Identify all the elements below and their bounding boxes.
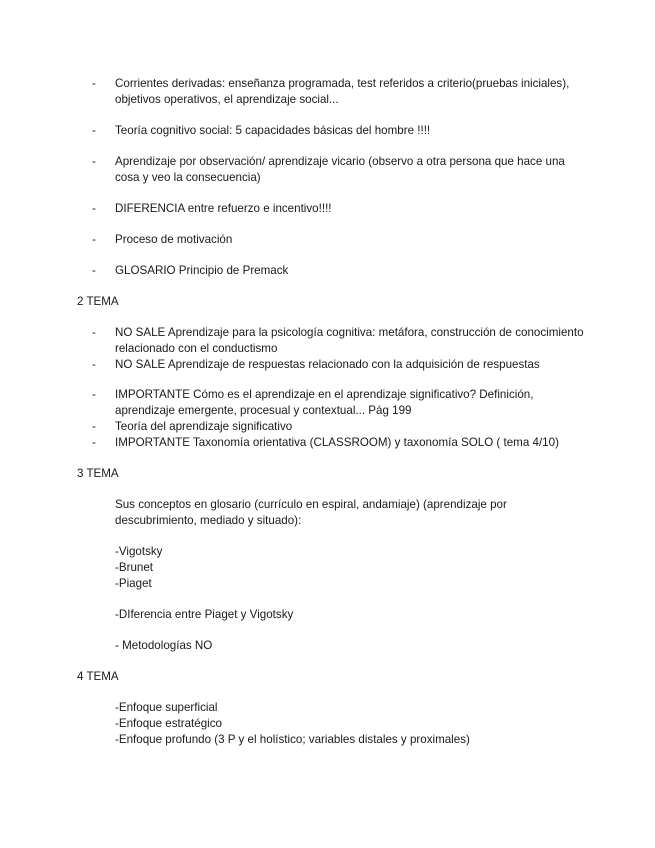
bullet-dash: - [92, 124, 96, 137]
enfoque-item: -Enfoque superficial [115, 701, 218, 714]
list-item-text: Aprendizaje por observación/ aprendizaje vicario (observo a otra persona que hace una cosa y veo la consecuencia) [115, 155, 565, 184]
list-item [92, 419, 592, 435]
list-item [92, 435, 592, 451]
bullet-dash: - [92, 358, 96, 371]
bullet-dash: - [92, 420, 96, 433]
enfoque-item: -Enfoque estratégico [115, 717, 222, 730]
section-heading-tema-3: 3 TEMA [77, 467, 119, 480]
list-item [92, 387, 592, 419]
list-item-text: IMPORTANTE Taxonomía orientativa (CLASSROOM) y taxonomía SOLO ( tema 4/10) [115, 436, 559, 449]
list-item [92, 201, 592, 217]
list-item [92, 263, 592, 279]
bullet-dash: - [92, 77, 96, 90]
bullet-dash: - [92, 388, 96, 401]
list-item [92, 76, 592, 108]
list-item [92, 154, 592, 186]
bullet-dash: - [92, 436, 96, 449]
bullet-dash: - [92, 326, 96, 339]
diferencia-note: -DIferencia entre Piaget y Vigotsky [115, 608, 294, 621]
list-item-text: Teoría cognitivo social: 5 capacidades básicas del hombre !!!! [115, 124, 431, 137]
list-item [92, 357, 592, 373]
bullet-dash: - [92, 155, 96, 168]
author-item-vigotsky: -Vigotsky [115, 545, 163, 558]
list-item-text: NO SALE Aprendizaje de respuestas relacionado con la adquisición de respuestas [115, 358, 540, 371]
section-heading-tema-2: 2 TEMA [77, 295, 119, 308]
enfoque-item: -Enfoque profundo (3 P y el holístico; variables distales y proximales) [115, 733, 470, 746]
tema3-intro-text: Sus conceptos en glosario (currículo en espiral, andamiaje) (aprendizaje por descubrimiento, mediado y situado): [115, 498, 507, 527]
list-item-text: IMPORTANTE Cómo es el aprendizaje en el aprendizaje significativo? Definición, aprendizaje emergente, procesual y contextual... Pág 199 [115, 388, 534, 417]
bullet-dash: - [92, 233, 96, 246]
list-item-text: Corrientes derivadas: enseñanza programada, test referidos a criterio(pruebas iniciales), objetivos operativos, el aprendizaje social... [115, 77, 570, 106]
metodologias-note: - Metodologías NO [115, 639, 213, 652]
list-item-text: DIFERENCIA entre refuerzo e incentivo!!!! [115, 202, 332, 215]
list-item [92, 123, 592, 139]
list-item-text: GLOSARIO Principio de Premack [115, 264, 289, 277]
section-heading-tema-4: 4 TEMA [77, 670, 119, 683]
author-item-piaget: -Piaget [115, 577, 152, 590]
list-item [92, 232, 592, 248]
list-item [92, 325, 592, 357]
list-item-text: Proceso de motivación [115, 233, 233, 246]
bullet-dash: - [92, 202, 96, 215]
list-item-text: NO SALE Aprendizaje para la psicología cognitiva: metáfora, construcción de conocimiento relacionado con el conductismo [115, 326, 584, 355]
bullet-dash: - [92, 264, 96, 277]
author-item-brunet: -Brunet [115, 561, 154, 574]
list-item-text: Teoría del aprendizaje significativo [115, 420, 293, 433]
